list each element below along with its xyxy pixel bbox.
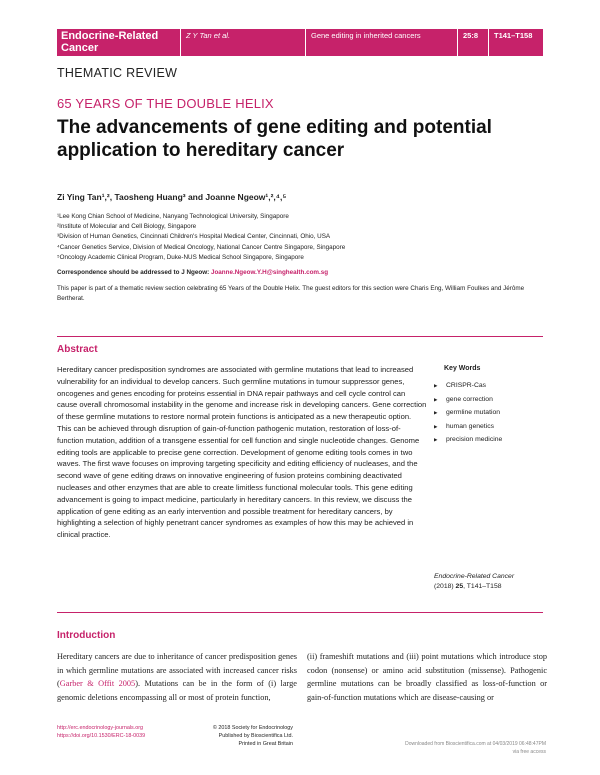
intro-column-left: Hereditary cancers are due to inheritance of cancer predisposition genes in which germline mutations are associated with increased cancer risks (Garber & Offit 2005). Mutations can be in the form of (i) large genomic deletions encompassing all or most of protein function, bbox=[57, 652, 297, 703]
affiliations bbox=[57, 212, 557, 263]
affiliation: ¹Lee Kong Chian School of Medicine, Nanyang Technological University, Singapore bbox=[57, 213, 289, 220]
correspondence-email[interactable]: Joanne.Ngeow.Y.H@singhealth.com.sg bbox=[210, 269, 329, 276]
reference-link[interactable]: Garber & Offit 2005 bbox=[59, 679, 136, 689]
header-topic: Gene editing in inherited cancers bbox=[306, 29, 457, 56]
abstract-text: Hereditary cancer predisposition syndromes are associated with germline mutations that lead to increased vulnerability for an individual to develop cancers. Such germline mutations in tumour suppressor genes, oncogenes and genes encoding for proteins essential in DNA repair pathways and cell cycle control can cause overall chromosomal instability in the genome and increase risk in developing cancers. Gene correction of these germline mutations to restore normal protein functions is anticipated as a new therapeutic option. This can be achieved through disruption of gain-of-function pathogenic mutation, restoration of loss-of-function mutation, addition of a transgene essential for cell function and single nucleotide changes. Genome editing tools are applicable to precise gene correction. Development of genome editing tools comes in two waves. The first wave focuses on improving targeting specificity and editing efficiency of nucleases, and the second wave of gene editing draws on innovative engineering of fusion proteins combining deactivated nucleases and other enzymes that are able to create limitless functional molecular tools. This gene editing advancement is going to impact medicine, particularly in hereditary cancers. In this review, we discuss the application of gene editing as an early intervention and possible treatment for hereditary cancers, by highlighting a selection of highly penetrant cancer syndromes as examples of how this may be achieved in clinical practice. bbox=[57, 365, 427, 540]
keyword-item[interactable]: ▶ CRISPR-Cas bbox=[434, 379, 544, 393]
citation-journal: Endocrine-Related Cancer bbox=[434, 573, 515, 580]
journal-brand: Endocrine-Related Cancer bbox=[57, 29, 180, 56]
affiliation: ³Division of Human Genetics, Cincinnati Children's Hospital Medical Center, Cincinnati, Ohio, USA bbox=[57, 233, 331, 241]
keyword-list bbox=[434, 379, 544, 447]
footer-publisher: © 2018 Society for Endocrinology Published by Bioscientifica Ltd. Printed in Great Britain bbox=[212, 725, 293, 747]
introduction-heading: Introduction bbox=[57, 630, 116, 641]
divider bbox=[57, 612, 543, 613]
thematic-note: This paper is part of a thematic review section celebrating 65 Years of the Double Helix. The guest editors for this section were Charis Eng, William Foulkes and Jérôme Bertherat. bbox=[57, 285, 525, 303]
divider bbox=[57, 336, 543, 337]
header-authors: Z Y Tan et al. bbox=[181, 29, 305, 56]
affiliation: ⁴Cancer Genetics Service, Division of Medical Oncology, National Cancer Centre Singapore, Singapore bbox=[57, 243, 346, 251]
affiliation: ²Institute of Molecular and Cell Biology, Singapore bbox=[57, 223, 197, 231]
header-volume: 25:8 bbox=[458, 29, 488, 56]
abstract-heading: Abstract bbox=[57, 344, 98, 355]
keyword-item[interactable]: ▶ precision medicine bbox=[434, 433, 544, 447]
doi-link[interactable]: https://doi.org/10.1530/ERC-18-0039 bbox=[57, 733, 146, 739]
intro-column-right: (ii) frameshift mutations and (iii) point mutations which introduce stop codon (nonsense) or amino acid substitution (missense). Pathogenic germline mutations can be broadly classified as loss-of-function or gain-of-function mutations which are disease-causing or bbox=[307, 652, 547, 703]
section-label: THEMATIC REVIEW bbox=[57, 66, 178, 80]
affiliation: ⁵Oncology Academic Clinical Program, Duke-NUS Medical School Singapore, Singapore bbox=[57, 253, 304, 261]
citation-line: (2018) 25, T141–T158 bbox=[434, 583, 502, 590]
header-pages: T141–T158 bbox=[489, 29, 543, 56]
keyword-item[interactable]: ▶ gene correction bbox=[434, 393, 544, 407]
article-title: The advancements of gene editing and potential application to hereditary cancer bbox=[57, 117, 492, 161]
correspondence bbox=[57, 269, 328, 276]
keyword-item[interactable]: ▶ germline mutation bbox=[434, 406, 544, 420]
citation-box bbox=[434, 572, 543, 592]
keyword-item[interactable]: ▶ human genetics bbox=[434, 420, 544, 434]
keywords-heading: Key Words bbox=[444, 365, 481, 372]
series-label: 65 YEARS OF THE DOUBLE HELIX bbox=[57, 96, 274, 111]
download-stamp: Downloaded from Bioscientifica.com at 04/03/2019 06:48:47PM via free access bbox=[405, 741, 546, 755]
author-list: Zi Ying Tan¹,², Taosheng Huang³ and Joanne Ngeow¹,²,⁴,⁵ bbox=[57, 192, 287, 202]
footer-links bbox=[57, 724, 145, 740]
site-link[interactable]: http://erc.endocrinology-journals.org bbox=[57, 725, 143, 731]
correspondence-label: Correspondence should be addressed to J Ngeow: bbox=[57, 269, 210, 276]
